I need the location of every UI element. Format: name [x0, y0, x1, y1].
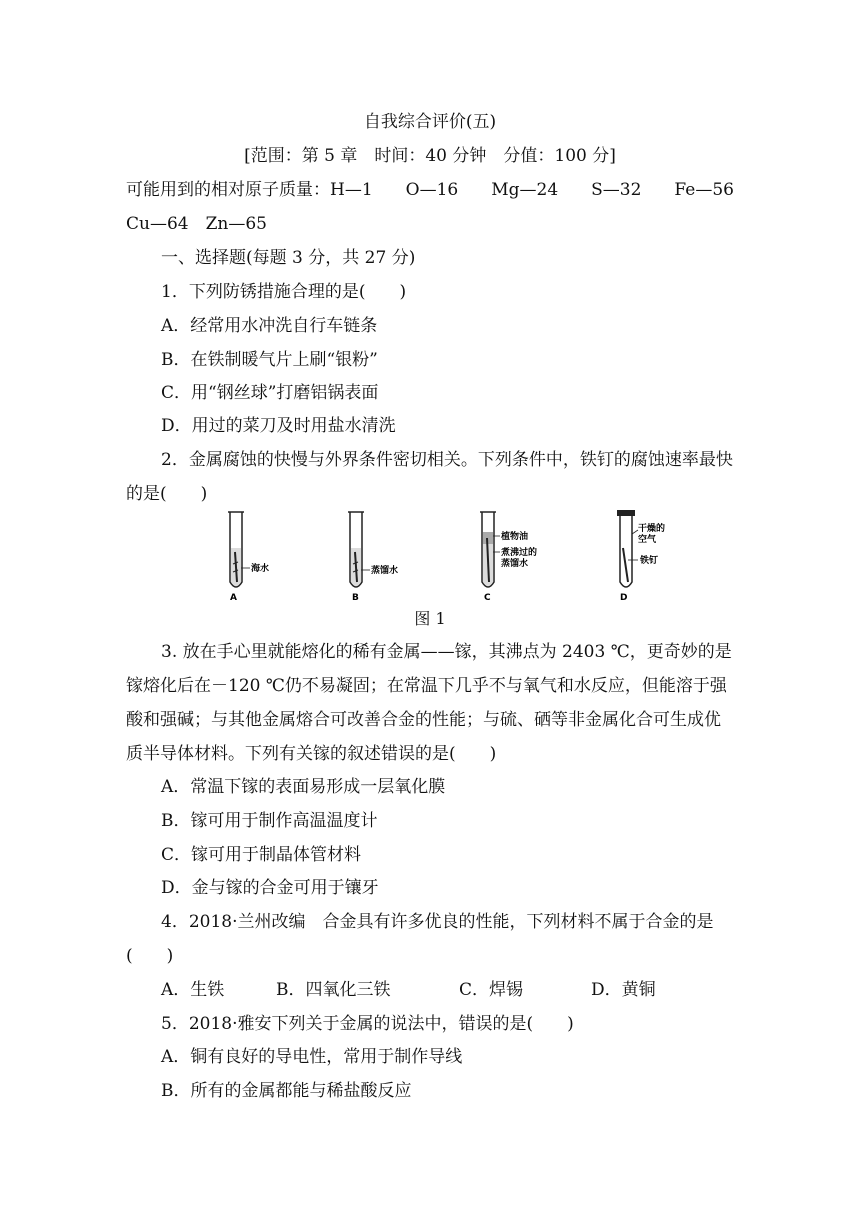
q4-stem-line2: ( ) [126, 946, 174, 966]
q5-option-a: A．铜有良好的导电性，常用于制作导线 [161, 1047, 463, 1067]
q5-stem: 5．2018·雅安下列关于金属的说法中，错误的是( ) [161, 1014, 574, 1034]
atomic-mass-line2: Cu—64 Zn—65 [126, 214, 267, 234]
q4-option-b: B．四氧化三铁 [276, 980, 391, 1000]
atomic-mass-fe: Fe—56 [674, 180, 734, 200]
tube-d-letter: D [620, 593, 628, 603]
q3-option-b: B．镓可用于制作高温温度计 [161, 811, 378, 831]
q1-option-c: C．用“钢丝球”打磨铝锅表面 [161, 383, 379, 403]
q3-stem-line2: 镓熔化后在－120 ℃仍不易凝固；在常温下几乎不与氧气和水反应，但能溶于强 [126, 676, 727, 696]
tube-a-label-1: 海水 [251, 564, 270, 574]
q1-option-b: B．在铁制暖气片上刷“银粉” [161, 350, 378, 370]
q2-stem-line2: 的是( ) [126, 484, 208, 504]
section-heading: 一、选择题(每题 3 分，共 27 分) [161, 248, 416, 268]
page-title: 自我综合评价(五) [363, 112, 497, 132]
atomic-mass-line [126, 179, 734, 201]
q4-option-c: C．焊锡 [459, 980, 524, 1000]
q3-stem-line1: 3. 放在手心里就能熔化的稀有金属——镓，其沸点为 2403 ℃，更奇妙的是 [161, 642, 732, 662]
tube-b [348, 512, 398, 603]
tube-d-label-1: 干燥的 [638, 524, 666, 534]
q2-stem-line1: 2．金属腐蚀的快慢与外界条件密切相关。下列条件中，铁钉的腐蚀速率最快 [161, 450, 733, 470]
q1-option-d: D．用过的菜刀及时用盐水清洗 [161, 416, 396, 436]
q3-stem-line4: 质半导体材料。下列有关镓的叙述错误的是( ) [126, 744, 497, 764]
q3-option-c: C．镓可用于制晶体管材料 [161, 845, 362, 865]
q4-option-a: A．生铁 [161, 980, 225, 1000]
q4-options [161, 979, 656, 1001]
tube-a-letter: A [230, 593, 237, 603]
tube-d [617, 510, 665, 603]
tube-b-letter: B [352, 593, 359, 603]
tube-c-label-1: 植物油 [501, 532, 529, 542]
tube-c-letter: C [484, 593, 491, 603]
q4-option-d: D．黄铜 [591, 980, 656, 1000]
tube-c [480, 512, 537, 603]
tube-a [228, 512, 269, 603]
q3-option-a: A．常温下镓的表面易形成一层氧化膜 [161, 777, 446, 797]
q1-stem: 1．下列防锈措施合理的是( ) [161, 282, 407, 302]
exam-scope: [范围：第 5 章 时间：40 分钟 分值：100 分] [244, 146, 616, 166]
q3-option-d: D．金与镓的合金可用于镶牙 [161, 878, 379, 898]
tube-b-label-1: 蒸馏水 [371, 566, 399, 576]
atomic-mass-o: O—16 [405, 180, 459, 200]
q5-option-b: B．所有的金属都能与稀盐酸反应 [161, 1081, 412, 1101]
tube-c-label-2: 煮沸过的 [501, 548, 538, 558]
tube-d-label-2: 空气 [638, 535, 657, 545]
tube-c-label-3: 蒸馏水 [501, 559, 529, 569]
atomic-mass-intro: 可能用到的相对原子质量：H—1 [126, 180, 373, 200]
atomic-mass-mg: Mg—24 [491, 180, 559, 200]
q3-stem-line3: 酸和强碱；与其他金属熔合可改善合金的性能；与硫、硒等非金属化合可生成优 [126, 710, 721, 730]
atomic-mass-s: S—32 [591, 180, 642, 200]
figure-caption: 图 1 [414, 609, 446, 628]
q1-option-a: A．经常用水冲洗自行车链条 [161, 316, 378, 336]
tube-d-label-3: 铁钉 [640, 556, 659, 566]
q4-stem-line1: 4．2018·兰州改编 合金具有许多优良的性能，下列材料不属于合金的是 [161, 912, 714, 932]
test-tube-figure [200, 508, 680, 606]
